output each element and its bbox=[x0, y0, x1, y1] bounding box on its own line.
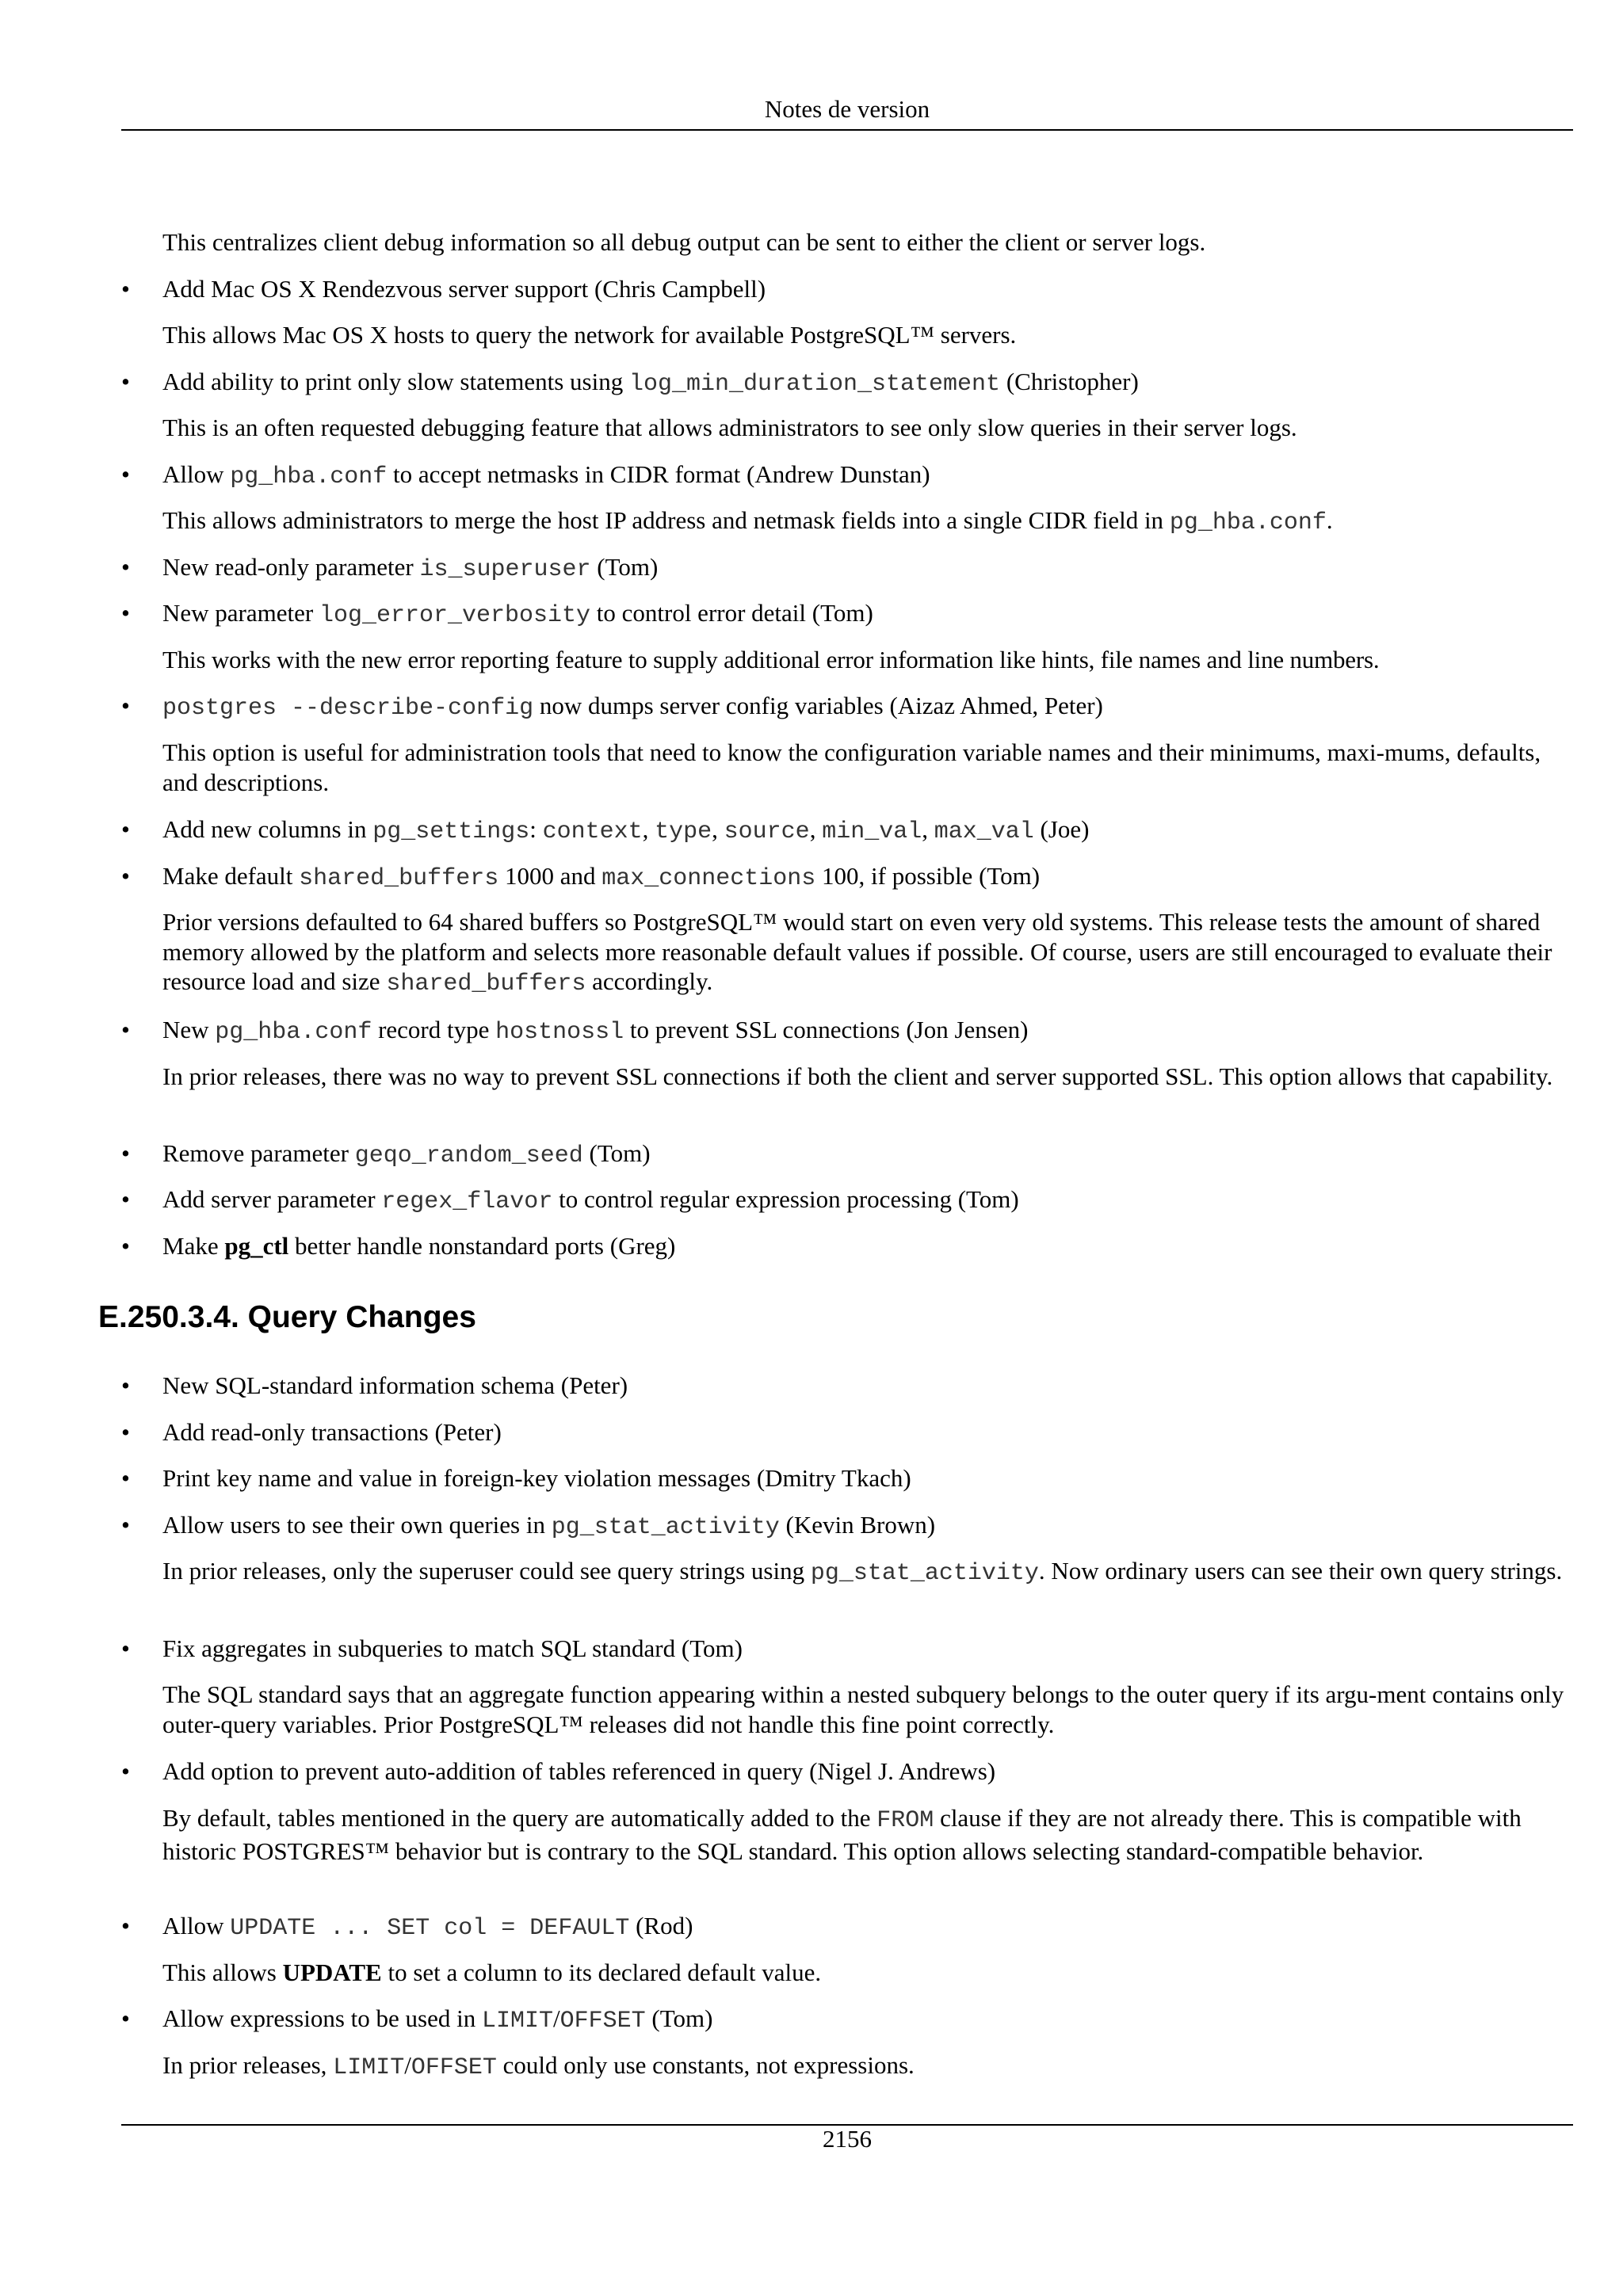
paragraph: This is an often requested debugging feature that allows administrators to see only slow queries in their server logs. bbox=[162, 414, 1297, 441]
paragraph: The SQL standard says that an aggregate function appearing within a nested subquery belongs to the outer query if its argu-ment contains only outer-query variables. Prior PostgreSQL™ releases did not handle this fine point correctly. bbox=[162, 1680, 1564, 1738]
list-item: Allow pg_hba.conf to accept netmasks in CIDR format (Andrew Dunstan) bbox=[162, 460, 930, 490]
bullet-icon: • bbox=[121, 1757, 130, 1785]
paragraph: Prior versions defaulted to 64 shared buffers so PostgreSQL™ would start on even very old systems. This release tests the amount of shared memory allowed by the platform and selects more reasonable default values if possible. Of course, users are still encouraged to evaluate their resource load and size shared_buffers accordingly. bbox=[162, 908, 1552, 997]
list-item: Allow users to see their own queries in pg_stat_activity (Kevin Brown) bbox=[162, 1511, 936, 1541]
paragraph: This works with the new error reporting feature to supply additional error information like hints, file names and line numbers. bbox=[162, 646, 1380, 673]
list-item: Make default shared_buffers 1000 and max_connections 100, if possible (Tom) bbox=[162, 862, 1041, 892]
list-item: Print key name and value in foreign-key violation messages (Dmitry Tkach) bbox=[162, 1464, 911, 1492]
list-item: Remove parameter geqo_random_seed (Tom) bbox=[162, 1139, 651, 1169]
list-item: New parameter log_error_verbosity to control error detail (Tom) bbox=[162, 599, 873, 629]
bullet-icon: • bbox=[121, 815, 130, 843]
list-item: New pg_hba.conf record type hostnossl to prevent SSL connections (Jon Jensen) bbox=[162, 1016, 1029, 1046]
list-item: postgres --describe-config now dumps server config variables (Aizaz Ahmed, Peter) bbox=[162, 692, 1103, 722]
list-item: Make pg_ctl better handle nonstandard ports (Greg) bbox=[162, 1232, 676, 1260]
bullet-icon: • bbox=[121, 862, 130, 890]
bullet-icon: • bbox=[121, 368, 130, 395]
list-item: Add Mac OS X Rendezvous server support (Chris Campbell) bbox=[162, 275, 766, 303]
list-item: New SQL-standard information schema (Peter) bbox=[162, 1371, 628, 1399]
list-item: Add read-only transactions (Peter) bbox=[162, 1418, 502, 1446]
list-item: Add option to prevent auto-addition of tables referenced in query (Nigel J. Andrews) bbox=[162, 1757, 996, 1785]
bullet-icon: • bbox=[121, 599, 130, 627]
bullet-icon: • bbox=[121, 2004, 130, 2032]
running-header: Notes de version bbox=[764, 95, 930, 123]
list-item: Add server parameter regex_flavor to control regular expression processing (Tom) bbox=[162, 1185, 1019, 1215]
bullet-icon: • bbox=[121, 1185, 130, 1213]
bullet-icon: • bbox=[121, 1464, 130, 1492]
paragraph: This option is useful for administration tools that need to know the configuration variable names and their minimums, maxi-mums, defaults, and descriptions. bbox=[162, 738, 1541, 796]
list-item: Add new columns in pg_settings: context, type, source, min_val, max_val (Joe) bbox=[162, 815, 1090, 845]
paragraph: In prior releases, only the superuser could see query strings using pg_stat_activity. Now ordinary users can see their own query strings. bbox=[162, 1557, 1563, 1587]
paragraph: This allows Mac OS X hosts to query the network for available PostgreSQL™ servers. bbox=[162, 321, 1017, 349]
paragraph: This allows UPDATE to set a column to its declared default value. bbox=[162, 1958, 822, 1986]
bullet-icon: • bbox=[121, 1016, 130, 1043]
bullet-icon: • bbox=[121, 1511, 130, 1539]
bullet-icon: • bbox=[121, 1139, 130, 1167]
bullet-icon: • bbox=[121, 1634, 130, 1662]
bullet-icon: • bbox=[121, 1371, 130, 1399]
paragraph: In prior releases, there was no way to prevent SSL connections if both the client and server supported SSL. This option allows that capability. bbox=[162, 1062, 1553, 1090]
list-item: Allow UPDATE ... SET col = DEFAULT (Rod) bbox=[162, 1912, 693, 1942]
paragraph: In prior releases, LIMIT/OFFSET could only use constants, not expressions. bbox=[162, 2051, 915, 2081]
list-item: Allow expressions to be used in LIMIT/OFFSET (Tom) bbox=[162, 2004, 713, 2035]
bullet-icon: • bbox=[121, 553, 130, 581]
page-number: 2156 bbox=[823, 2125, 872, 2153]
list-item: Add ability to print only slow statements using log_min_duration_statement (Christopher) bbox=[162, 368, 1139, 398]
paragraph: This centralizes client debug information so all debug output can be sent to either the client or server logs. bbox=[162, 228, 1206, 256]
bullet-icon: • bbox=[121, 1232, 130, 1260]
list-item: Fix aggregates in subqueries to match SQL standard (Tom) bbox=[162, 1634, 743, 1662]
paragraph: By default, tables mentioned in the query are automatically added to the FROM clause if they are not already there. This is compatible with historic POSTGRES™ behavior but is contrary to the SQL standard. This option allows selecting standard-compatible behavior. bbox=[162, 1804, 1522, 1865]
paragraph: This allows administrators to merge the host IP address and netmask fields into a single CIDR field in pg_hba.conf. bbox=[162, 506, 1333, 536]
bullet-icon: • bbox=[121, 460, 130, 488]
section-heading: E.250.3.4. Query Changes bbox=[98, 1300, 476, 1334]
bullet-icon: • bbox=[121, 1418, 130, 1446]
bullet-icon: • bbox=[121, 692, 130, 719]
list-item: New read-only parameter is_superuser (Tom) bbox=[162, 553, 659, 583]
bullet-icon: • bbox=[121, 1912, 130, 1939]
bullet-icon: • bbox=[121, 275, 130, 303]
